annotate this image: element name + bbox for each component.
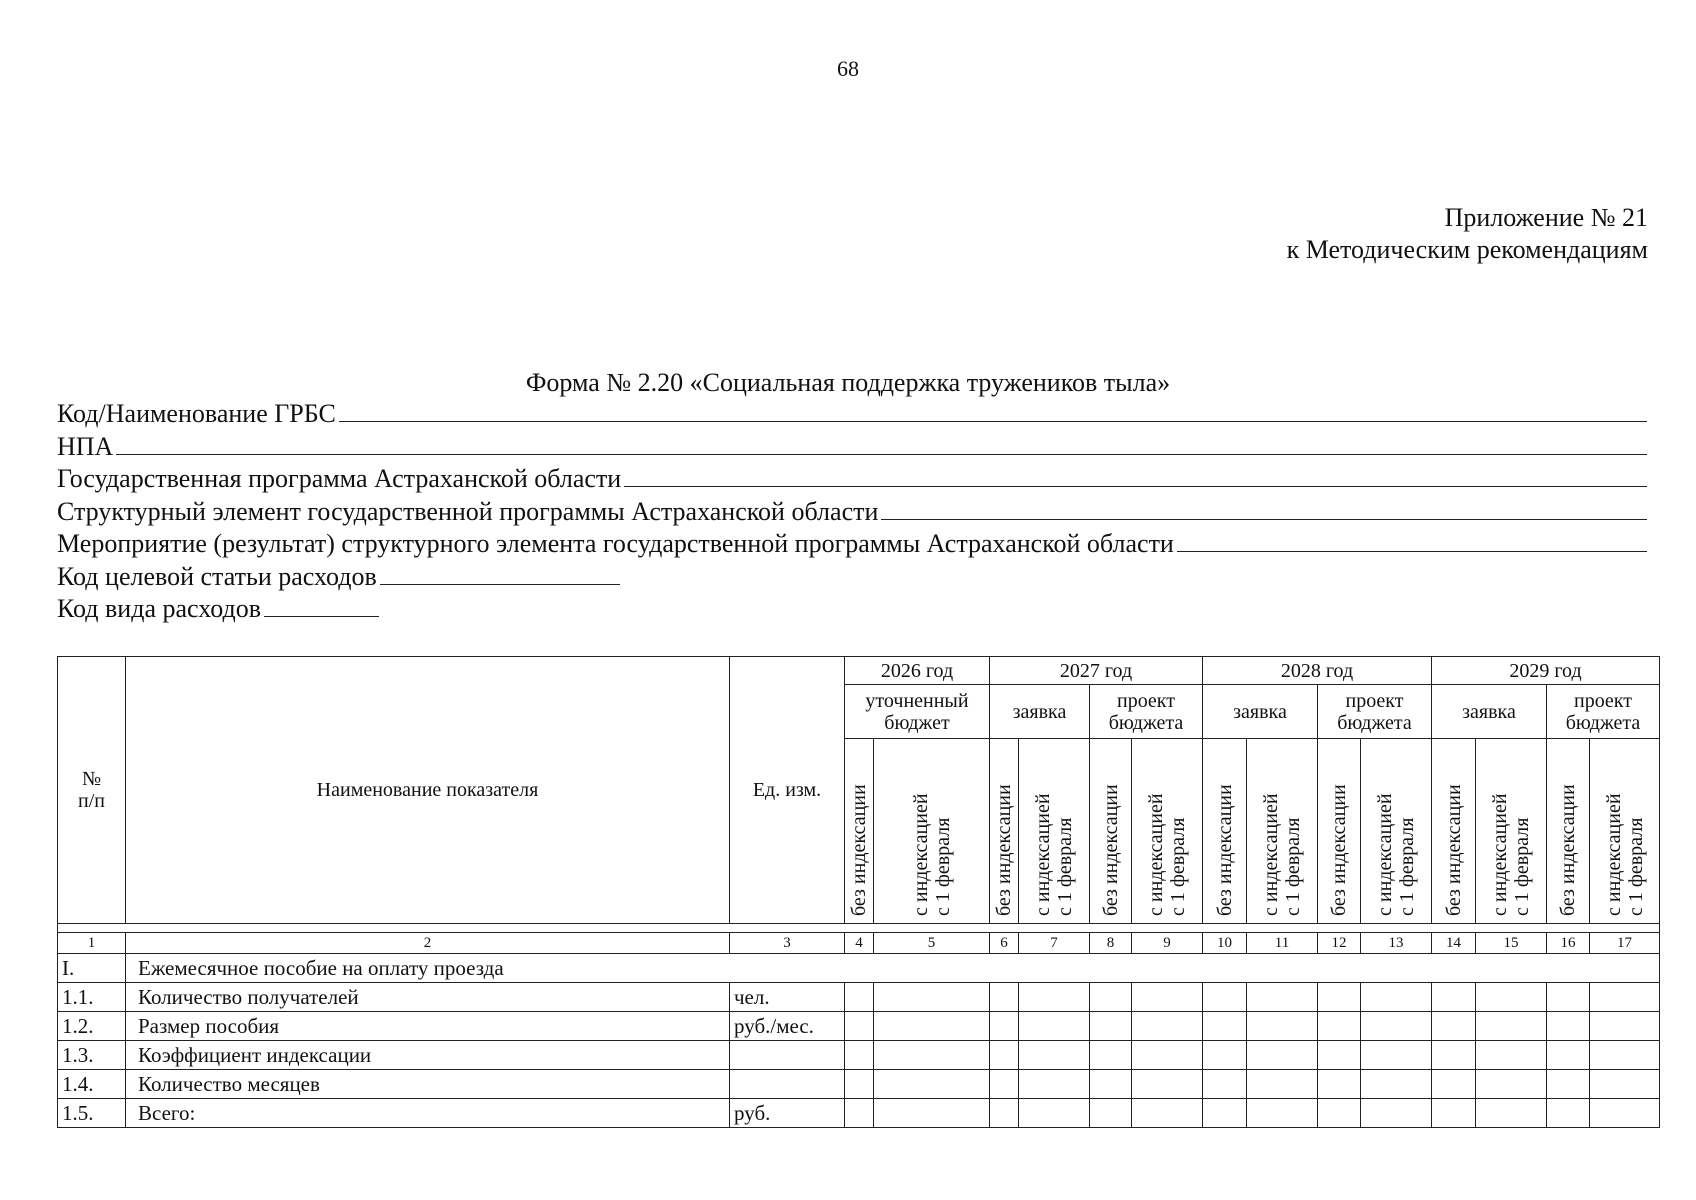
value-cell[interactable] xyxy=(1090,1070,1132,1099)
value-cell[interactable] xyxy=(1476,1070,1547,1099)
value-cell[interactable] xyxy=(1361,1070,1432,1099)
fill-line[interactable] xyxy=(264,594,379,617)
table-row xyxy=(58,1099,1660,1128)
table-row xyxy=(58,1012,1660,1041)
value-cell[interactable] xyxy=(1476,1041,1547,1070)
header-no-index: без индексации xyxy=(1432,739,1476,924)
value-cell[interactable] xyxy=(845,1099,874,1128)
field-label: Структурный элемент государственной программы Астраханской области xyxy=(57,496,879,526)
header-no: № п/п xyxy=(58,657,126,924)
header-year-2028: 2028 год xyxy=(1203,657,1432,685)
indicators-table xyxy=(57,656,1660,1128)
value-cell[interactable] xyxy=(1547,1070,1590,1099)
value-cell[interactable] xyxy=(1132,1099,1203,1128)
value-cell[interactable] xyxy=(874,1012,990,1041)
value-cell[interactable] xyxy=(1590,1012,1660,1041)
header-no-index: без индексации xyxy=(1547,739,1590,924)
header-year-2029: 2029 год xyxy=(1432,657,1660,685)
value-cell[interactable] xyxy=(1132,1012,1203,1041)
value-cell[interactable] xyxy=(1019,1012,1090,1041)
value-cell[interactable] xyxy=(1590,1041,1660,1070)
value-cell[interactable] xyxy=(1203,1012,1247,1041)
fill-line[interactable] xyxy=(380,562,620,585)
value-cell[interactable] xyxy=(1590,1070,1660,1099)
column-number: 4 xyxy=(845,933,874,954)
column-number: 16 xyxy=(1547,933,1590,954)
field-label: Код целевой статьи расходов xyxy=(57,561,377,591)
section-title: Ежемесячное пособие на оплату проезда xyxy=(126,954,1660,983)
value-cell[interactable] xyxy=(1476,983,1547,1012)
column-number: 14 xyxy=(1432,933,1476,954)
value-cell[interactable] xyxy=(1203,983,1247,1012)
header-with-index: с индексацией с 1 февраля xyxy=(1247,739,1318,924)
indicator-name: Размер пособия xyxy=(126,1012,730,1041)
value-cell[interactable] xyxy=(1547,1099,1590,1128)
row-number: 1.4. xyxy=(58,1070,126,1099)
column-number: 2 xyxy=(126,933,730,954)
appendix-line-1: Приложение № 21 xyxy=(1444,203,1648,232)
header-fields xyxy=(57,398,1647,626)
value-cell[interactable] xyxy=(1547,983,1590,1012)
header-no-index: без индексации xyxy=(1090,739,1132,924)
field-label: НПА xyxy=(57,431,114,461)
value-cell[interactable] xyxy=(1432,1041,1476,1070)
value-cell[interactable] xyxy=(1590,983,1660,1012)
column-number: 11 xyxy=(1247,933,1318,954)
column-number: 9 xyxy=(1132,933,1203,954)
value-cell[interactable] xyxy=(1547,1041,1590,1070)
value-cell[interactable] xyxy=(990,1041,1019,1070)
column-number: 8 xyxy=(1090,933,1132,954)
column-number: 5 xyxy=(874,933,990,954)
value-cell[interactable] xyxy=(1247,983,1318,1012)
value-cell[interactable] xyxy=(845,983,874,1012)
value-cell[interactable] xyxy=(1361,983,1432,1012)
unit-cell: чел. xyxy=(730,983,845,1012)
value-cell[interactable] xyxy=(1203,1070,1247,1099)
value-cell[interactable] xyxy=(1247,1012,1318,1041)
value-cell[interactable] xyxy=(1318,1099,1361,1128)
value-cell[interactable] xyxy=(1547,1012,1590,1041)
value-cell[interactable] xyxy=(1432,1070,1476,1099)
section-row xyxy=(58,954,1660,983)
table-row xyxy=(58,1070,1660,1099)
field-grbs xyxy=(57,398,1647,431)
value-cell[interactable] xyxy=(1318,1041,1361,1070)
header-with-index: с индексацией с 1 февраля xyxy=(1132,739,1203,924)
row-number: I. xyxy=(58,954,126,983)
value-cell[interactable] xyxy=(990,1070,1019,1099)
column-number: 12 xyxy=(1318,933,1361,954)
header-draft-2027: проект бюджета xyxy=(1090,685,1203,739)
value-cell[interactable] xyxy=(1318,983,1361,1012)
value-cell[interactable] xyxy=(1019,1041,1090,1070)
value-cell[interactable] xyxy=(1432,1012,1476,1041)
indicator-name: Коэффициент индексации xyxy=(126,1041,730,1070)
value-cell[interactable] xyxy=(1090,1012,1132,1041)
header-with-index: с индексацией с 1 февраля xyxy=(1361,739,1432,924)
field-measure xyxy=(57,528,1647,561)
value-cell[interactable] xyxy=(990,1099,1019,1128)
value-cell[interactable] xyxy=(1019,983,1090,1012)
header-gap xyxy=(58,924,1660,933)
value-cell[interactable] xyxy=(1090,1099,1132,1128)
field-label: Государственная программа Астраханской области xyxy=(57,464,622,493)
header-refined-budget: уточненный бюджет xyxy=(845,685,990,739)
row-number: 1.5. xyxy=(58,1099,126,1128)
value-cell[interactable] xyxy=(1361,1099,1432,1128)
value-cell[interactable] xyxy=(874,983,990,1012)
fill-line[interactable] xyxy=(116,432,1647,455)
indicator-name: Всего: xyxy=(126,1099,730,1128)
column-number: 6 xyxy=(990,933,1019,954)
value-cell[interactable] xyxy=(1203,1041,1247,1070)
value-cell[interactable] xyxy=(1019,1070,1090,1099)
fill-line[interactable] xyxy=(624,464,1647,487)
value-cell[interactable] xyxy=(1090,1041,1132,1070)
field-target-code xyxy=(57,561,1647,594)
column-number: 7 xyxy=(1019,933,1090,954)
value-cell[interactable] xyxy=(1476,1099,1547,1128)
value-cell[interactable] xyxy=(1432,1099,1476,1128)
value-cell[interactable] xyxy=(990,1012,1019,1041)
value-cell[interactable] xyxy=(845,1070,874,1099)
column-numbers-row xyxy=(58,933,1660,954)
value-cell[interactable] xyxy=(1361,1041,1432,1070)
value-cell[interactable] xyxy=(874,1070,990,1099)
value-cell[interactable] xyxy=(845,1041,874,1070)
row-number: 1.1. xyxy=(58,983,126,1012)
table-row xyxy=(58,1041,1660,1070)
unit-cell xyxy=(730,1041,845,1070)
value-cell[interactable] xyxy=(1247,1041,1318,1070)
value-cell[interactable] xyxy=(1019,1099,1090,1128)
header-request-2029: заявка xyxy=(1432,685,1547,739)
header-year-2027: 2027 год xyxy=(990,657,1203,685)
form-title: Форма № 2.20 «Социальная поддержка тружеников тыла» xyxy=(525,368,1171,397)
value-cell[interactable] xyxy=(990,983,1019,1012)
header-with-index: с индексацией с 1 февраля xyxy=(1019,739,1090,924)
value-cell[interactable] xyxy=(1318,1070,1361,1099)
header-draft-2029: проект бюджета xyxy=(1547,685,1660,739)
header-year-2026: 2026 год xyxy=(845,657,990,685)
header-name: Наименование показателя xyxy=(126,657,730,924)
header-no-index: без индексации xyxy=(1203,739,1247,924)
field-expense-type xyxy=(57,593,1647,626)
field-label: Код вида расходов xyxy=(57,594,261,623)
column-number: 17 xyxy=(1590,933,1660,954)
row-number: 1.3. xyxy=(58,1041,126,1070)
value-cell[interactable] xyxy=(1203,1099,1247,1128)
column-number: 1 xyxy=(58,933,126,954)
header-with-index: с индексацией с 1 февраля xyxy=(874,739,990,924)
value-cell[interactable] xyxy=(1590,1099,1660,1128)
value-cell[interactable] xyxy=(1132,1070,1203,1099)
value-cell[interactable] xyxy=(1476,1012,1547,1041)
header-no-index: без индексации xyxy=(1318,739,1361,924)
appendix-line-2: к Методическим рекомендациям xyxy=(1286,235,1648,264)
value-cell[interactable] xyxy=(845,1012,874,1041)
header-draft-2028: проект бюджета xyxy=(1318,685,1432,739)
row-number: 1.2. xyxy=(58,1012,126,1041)
table-row xyxy=(58,983,1660,1012)
header-request-2027: заявка xyxy=(990,685,1090,739)
column-number: 13 xyxy=(1361,933,1432,954)
value-cell[interactable] xyxy=(1132,983,1203,1012)
header-with-index: с индексацией с 1 февраля xyxy=(1590,739,1660,924)
value-cell[interactable] xyxy=(874,1041,990,1070)
value-cell[interactable] xyxy=(1432,983,1476,1012)
field-label: Мероприятие (результат) структурного элемента государственной программы Астраханской области xyxy=(57,529,1174,558)
field-state-program xyxy=(57,463,1647,496)
header-no-index: без индексации xyxy=(845,739,874,924)
field-npa xyxy=(57,431,1647,464)
value-cell[interactable] xyxy=(874,1099,990,1128)
value-cell[interactable] xyxy=(1247,1070,1318,1099)
fill-line[interactable] xyxy=(339,399,1647,422)
column-number: 3 xyxy=(730,933,845,954)
header-no-index: без индексации xyxy=(990,739,1019,924)
field-structural-element xyxy=(57,496,1647,529)
column-number: 10 xyxy=(1203,933,1247,954)
field-label: Код/Наименование ГРБС xyxy=(57,399,336,428)
column-number: 15 xyxy=(1476,933,1547,954)
header-with-index: с индексацией с 1 февраля xyxy=(1476,739,1547,924)
indicator-name: Количество месяцев xyxy=(126,1070,730,1099)
indicator-name: Количество получателей xyxy=(126,983,730,1012)
value-cell[interactable] xyxy=(1361,1012,1432,1041)
unit-cell: руб. xyxy=(730,1099,845,1128)
value-cell[interactable] xyxy=(1090,983,1132,1012)
appendix-note xyxy=(1287,202,1648,266)
header-unit: Ед. изм. xyxy=(730,657,845,924)
value-cell[interactable] xyxy=(1247,1099,1318,1128)
fill-line[interactable] xyxy=(1177,529,1647,552)
value-cell[interactable] xyxy=(1132,1041,1203,1070)
header-request-2028: заявка xyxy=(1203,685,1318,739)
fill-line[interactable] xyxy=(881,497,1647,520)
unit-cell xyxy=(730,1070,845,1099)
unit-cell: руб./мес. xyxy=(730,1012,845,1041)
page-number: 68 xyxy=(837,56,859,81)
value-cell[interactable] xyxy=(1318,1012,1361,1041)
